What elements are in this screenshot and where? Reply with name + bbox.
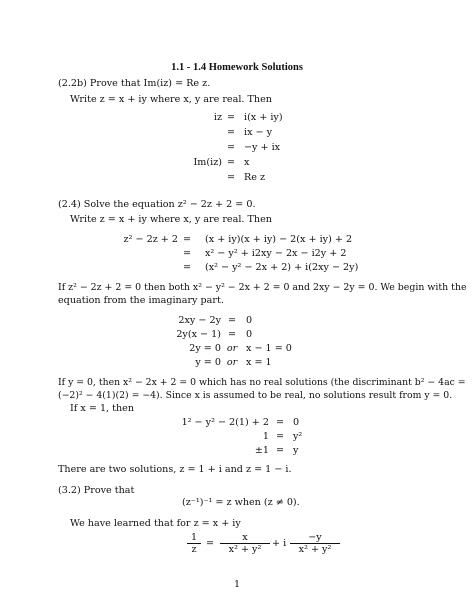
eq1-rhs: −y + ix [244,142,281,153]
eq4-rel: = [275,417,285,428]
fraction-denominator: z [191,544,197,555]
eq4-rhs: y [293,445,299,456]
eq1-rhs: ix − y [244,127,273,138]
paragraph-line: (−2)² − 4(1)(2) = −4). Since x is assumed to be real, no solutions result from y = 0. [58,390,453,401]
eq4-lhs: 1² − y² − 2(1) + 2 [181,417,269,428]
problem-2-4-heading: (2.4) Solve the equation z² − 2z + 2 = 0. [58,199,256,210]
page-title: 1.1 - 1.4 Homework Solutions [171,62,303,73]
paragraph-line: We have learned that for z = x + iy [70,518,241,529]
eq1-lhs: iz [213,112,222,123]
eq3-rel: or [226,357,238,368]
eq4-rhs: 0 [293,417,300,428]
fraction-denominator: x² + y² [298,544,332,555]
paragraph-line: equation from the imaginary part. [58,295,224,306]
fraction-numerator: 1 [190,532,198,543]
eq2-rel: = [182,262,192,273]
eq2-lhs: z² − 2z + 2 [123,234,178,245]
eq3-rhs: 0 [246,329,253,340]
eq3-rel: = [227,315,237,326]
eq2-rel: = [182,234,192,245]
eq3-rhs: 0 [246,315,253,326]
fraction-real-part [220,532,270,555]
fraction-one-over-z [187,532,201,555]
paragraph-line: There are two solutions, z = 1 + i and z = 1 − i. [58,464,292,475]
eq3-rhs: x − 1 = 0 [246,343,292,354]
eq3-rhs: x = 1 [246,357,272,368]
eq4-rel: = [275,431,285,442]
eq1-rhs: i(x + iy) [244,112,283,123]
eq4-rel: = [275,445,285,456]
eq4-lhs: 1 [262,431,269,442]
eq2-rhs: x² − y² + i2xy − 2x − i2y + 2 [205,248,347,259]
eq1-rel: = [226,142,236,153]
eq2-rel: = [182,248,192,259]
fraction-numerator: x [242,532,248,543]
eq4-lhs: ±1 [254,445,269,456]
problem-2-4-intro: Write z = x + iy where x, y are real. Then [70,214,272,225]
eq4-rhs: y² [293,431,303,442]
eq2-rhs: (x + iy)(x + iy) − 2(x + iy) + 2 [205,234,353,245]
fraction-imag-part [290,532,340,555]
paragraph-line: If z² − 2z + 2 = 0 then both x² − y² − 2x + 2 = 0 and 2xy − 2y = 0. We begin with the [58,282,467,293]
paragraph-line: If y = 0, then x² − 2x + 2 = 0 which has no real solutions (the discriminant b² − 4ac = [58,377,466,388]
eq1-lhs: Im(iz) [193,157,222,168]
eq3-lhs: 2xy − 2y [178,315,221,326]
fraction-numerator: −y [308,532,322,543]
eq1-rhs: x [244,157,250,168]
eq1-rel: = [226,172,236,183]
equals-sign: = [206,538,215,549]
eq1-rhs: Re z [244,172,266,183]
page-number: 1 [233,579,241,590]
eq3-lhs: y = 0 [195,357,221,368]
plus-i: + i [272,538,287,549]
eq2-rhs: (x² − y² − 2x + 2) + i(2xy − 2y) [205,262,359,273]
eq1-rel: = [226,112,236,123]
eq1-rel: = [226,157,236,168]
eq3-rel: or [226,343,238,354]
paragraph-line: If x = 1, then [70,403,135,414]
eq3-lhs: 2y(x − 1) [176,329,221,340]
display-equation: (z⁻¹)⁻¹ = z when (z ≠ 0). [182,497,300,508]
fraction-denominator: x² + y² [228,544,262,555]
eq1-rel: = [226,127,236,138]
problem-3-2-heading: (3.2) Prove that [58,485,135,496]
problem-2-2b-heading: (2.2b) Prove that Im(iz) = Re z. [58,78,211,89]
eq3-lhs: 2y = 0 [189,343,221,354]
eq3-rel: = [227,329,237,340]
problem-2-2b-intro: Write z = x + iy where x, y are real. Then [70,94,272,105]
